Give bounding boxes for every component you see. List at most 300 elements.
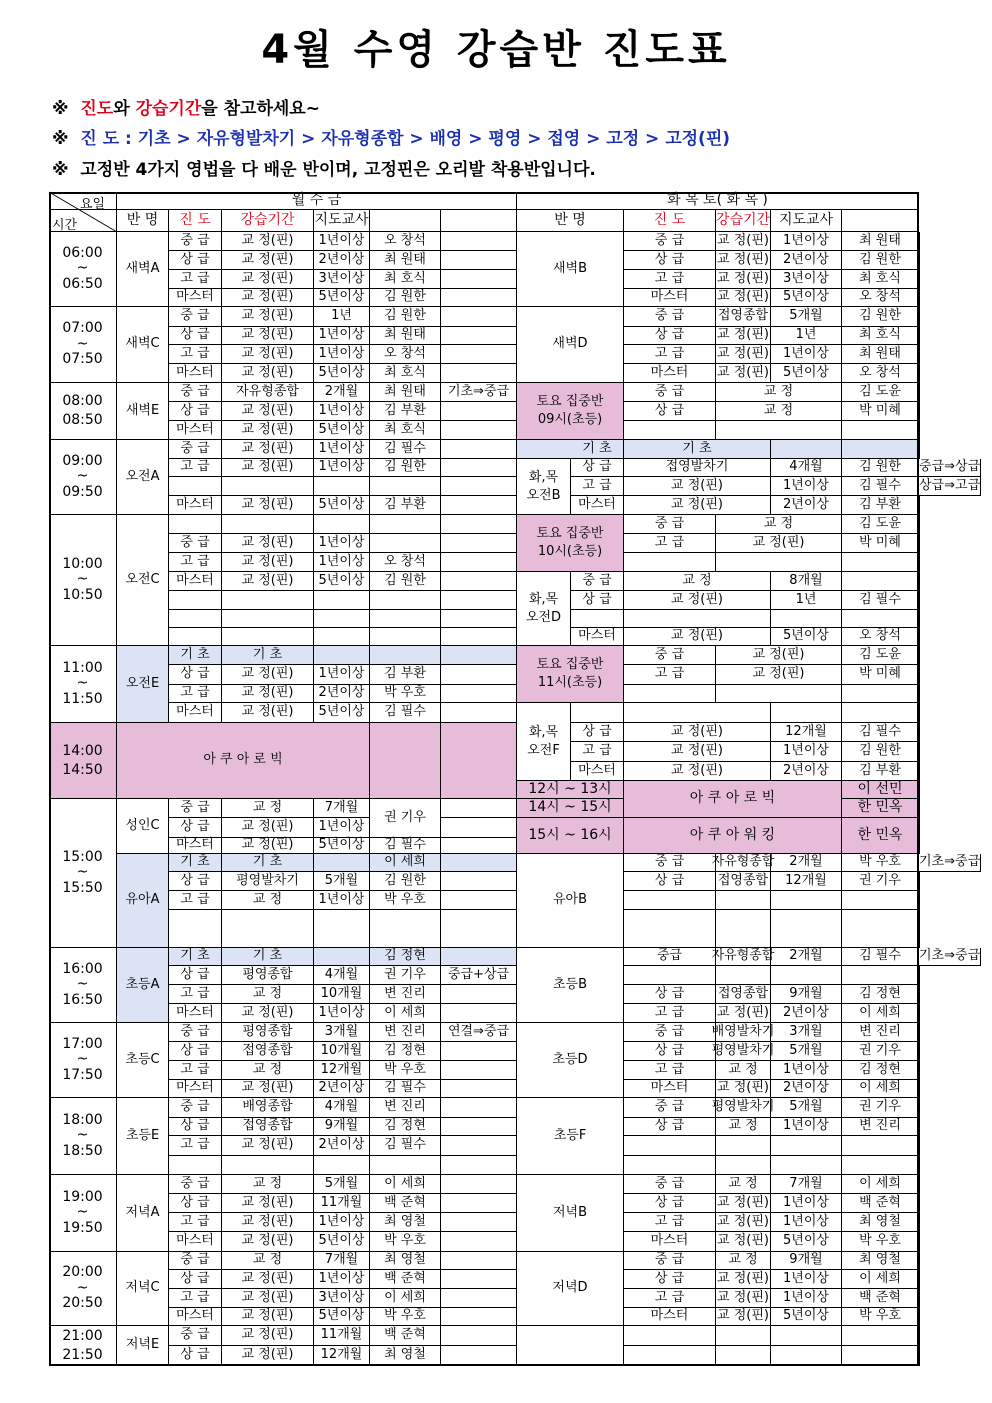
table-cell [919,1326,920,1346]
table-cell: 중 급 [624,1023,716,1042]
table-cell [771,1136,842,1156]
table-cell: 배영발차기 [716,1023,771,1042]
table-cell: 기 초 [624,440,771,459]
table-cell: 교 정(핀) [222,1232,314,1252]
table-cell: 마스터 [169,572,222,591]
table-cell [314,1156,370,1175]
table-cell: 권 기우 [842,1042,919,1061]
table-cell: 1년이상 [314,534,370,553]
table-cell [919,1289,920,1308]
table-cell [441,591,517,610]
table-cell: 백 준혁 [842,1194,919,1213]
table-cell: 7개월 [771,1175,842,1194]
table-cell: 김 필수 [842,723,919,742]
table-cell: 상 급 [169,1118,222,1136]
table-cell: 12개월 [314,1346,370,1366]
table-cell [441,610,517,628]
table-cell: 마스터 [571,762,624,781]
table-cell [716,1326,771,1346]
table-cell: 최 영철 [842,1252,919,1270]
table-cell: 1년이상 [314,1213,370,1232]
table-cell [624,1136,716,1156]
table-cell [571,703,624,723]
table-cell: 김 도윤 [842,515,919,534]
table-cell: 7개월 [314,799,370,818]
table-cell: 상 급 [169,1194,222,1213]
table-cell: 상 급 [624,872,716,891]
table-cell: 교 정 [222,1175,314,1194]
table-cell: 교 정(핀) [716,1232,771,1252]
table-cell: 자유형종합 [716,854,771,872]
table-cell: 김 정현 [370,948,441,966]
table-cell [169,610,222,628]
table-cell: 접영종합 [222,1118,314,1136]
table-cell: 마스터 [169,1004,222,1023]
table-cell: 교 정 [716,1252,771,1270]
table-cell: 김 필수 [370,1080,441,1098]
table-cell: 변 진리 [842,1118,919,1136]
table-cell: 08:00 08:50 [49,383,117,440]
table-cell: 5년이상 [771,628,842,646]
table-cell: 접영종합 [716,872,771,891]
table-cell [842,966,919,985]
table-cell: 상 급 [624,327,716,345]
table-cell: 교 정(핀) [716,665,842,685]
table-cell: 11:00 ~ 11:50 [49,646,117,723]
table-cell [441,910,517,948]
table-cell: 지도교사 [771,210,842,232]
page-title: 4월 수영 강습반 진도표 [261,27,731,73]
table-cell: 박 우호 [370,1061,441,1080]
table-cell [842,553,919,572]
table-cell [771,966,842,985]
table-cell [222,1156,314,1175]
table-cell: 최 원태 [370,383,441,402]
table-cell: 마스터 [169,703,222,723]
table-cell: 마스터 [624,289,716,307]
table-cell [842,703,919,723]
table-cell [441,496,517,515]
table-cell [919,723,920,742]
table-cell [441,1232,517,1252]
table-cell [441,1289,517,1308]
table-cell: 배영종합 [222,1098,314,1118]
table-cell: 중 급 [624,383,716,402]
table-cell: 마스터 [169,289,222,307]
table-cell: 고 급 [169,1289,222,1308]
table-cell [441,515,517,534]
table-cell: 교 정 [716,402,842,421]
table-cell: 8개월 [771,572,842,591]
table-cell: 1년이상 [771,1061,842,1080]
table-cell: 12개월 [314,1061,370,1080]
table-cell [441,1326,517,1346]
table-cell: 교 정(핀) [222,251,314,270]
table-cell: 최 호식 [370,421,441,440]
table-cell: 박 우호 [842,1232,919,1252]
table-cell: 기 초 [222,854,314,872]
table-cell [624,610,771,628]
table-cell: 김 필수 [842,948,919,966]
table-cell: 상 급 [169,872,222,891]
table-cell: 아 쿠 아 로 빅 [117,723,370,799]
table-cell: 15:00 ~ 15:50 [49,799,117,948]
table-cell: 5년이상 [314,703,370,723]
table-cell [624,1326,716,1346]
table-cell: 교 정(핀) [716,1289,771,1308]
table-cell: 1년이상 [771,1118,842,1136]
table-cell: 07:00 ~ 07:50 [49,307,117,383]
table-cell [441,1346,517,1366]
table-cell [441,1175,517,1194]
note-period-word: 강습기간 [135,99,202,119]
table-cell [441,440,517,459]
table-cell: 상 급 [624,1042,716,1061]
table-cell: 최 원태 [370,251,441,270]
table-cell [842,210,919,232]
table-cell [842,1326,919,1346]
table-cell: 중 급 [571,572,624,591]
table-cell: 화,목 오전B [517,459,571,515]
table-cell: 교 정(핀) [624,742,771,762]
table-cell: 김 원한 [370,459,441,477]
table-cell: 저녁B [517,1175,624,1252]
table-cell [624,891,716,910]
table-cell [624,553,716,572]
table-cell: 12개월 [771,723,842,742]
table-cell: 중급+상급 [441,966,517,985]
table-cell [716,910,771,948]
table-cell [441,289,517,307]
table-cell: 새벽A [117,232,169,307]
table-cell: 기초⇒중급 [441,383,517,402]
table-cell: 교 정(핀) [222,421,314,440]
table-cell [370,723,441,799]
table-cell: 중 급 [169,440,222,459]
table-cell [919,818,920,854]
table-cell [441,854,517,872]
table-cell [441,1136,517,1156]
table-cell: 중 급 [169,307,222,327]
table-cell: 교 정(핀) [222,553,314,572]
table-cell: 접영종합 [716,307,771,327]
table-cell: 1년이상 [771,1270,842,1289]
table-cell [716,1136,771,1156]
table-cell: 20:00 ~ 20:50 [49,1252,117,1326]
table-cell [222,591,314,610]
table-cell [919,1061,920,1080]
table-cell [314,610,370,628]
table-cell: 상급⇒고급 [919,477,981,496]
table-cell [222,477,314,496]
table-cell: 14:00 14:50 [49,723,117,799]
table-cell: 새벽B [517,232,624,307]
note-connector: 와 [113,99,136,119]
table-cell: 김 부환 [842,496,919,515]
table-cell: 초등C [117,1023,169,1098]
note-line-3 [52,155,596,180]
note-line-2 [52,124,730,149]
table-cell [919,762,920,781]
table-cell: 마스터 [571,628,624,646]
table-cell: 19:00 ~ 19:50 [49,1175,117,1252]
table-cell: 21:00 21:50 [49,1326,117,1366]
table-cell: 이 세희 [842,1270,919,1289]
table-cell: 새벽C [117,307,169,383]
table-cell: 기 초 [222,948,314,966]
table-cell: 교 정(핀) [222,1136,314,1156]
table-cell: 교 정 [716,1061,771,1080]
table-cell [919,742,920,762]
table-cell: 교 정(핀) [222,459,314,477]
table-cell: 고 급 [624,1289,716,1308]
table-cell: 교 정(핀) [222,327,314,345]
table-cell [441,872,517,891]
table-cell [919,872,920,891]
table-cell [771,1326,842,1346]
table-cell [919,1156,920,1175]
table-cell: 평영발차기 [222,872,314,891]
table-cell: 초등A [117,948,169,1023]
table-cell: 중 급 [169,383,222,402]
table-cell [919,1194,920,1213]
table-cell: 박 우호 [842,1308,919,1326]
table-cell: 1년 [314,307,370,327]
table-cell [919,646,920,665]
table-cell: 5년이상 [771,1232,842,1252]
table-cell [441,1156,517,1175]
table-cell: 1년이상 [314,891,370,910]
table-cell [919,307,920,327]
table-cell: 마스터 [169,496,222,515]
table-cell: 4개월 [314,1098,370,1118]
table-cell: 중 급 [169,1326,222,1346]
note-fixed-class: 고정반 4가지 영법을 다 배운 반이며, 고정핀은 오리발 착용반입니다. [80,160,596,180]
table-cell: 박 우호 [370,1232,441,1252]
table-cell: 5개월 [771,1098,842,1118]
table-cell [222,515,314,534]
table-cell: 변 진리 [370,1098,441,1118]
table-cell: 유아B [517,854,624,948]
table-cell [169,628,222,646]
table-cell: 기 초 [571,440,624,459]
table-cell [441,818,517,838]
table-cell: 3년이상 [771,270,842,289]
table-cell: 교 정(핀) [716,327,771,345]
table-cell: 교 정(핀) [222,364,314,383]
table-cell: 중 급 [169,1098,222,1118]
table-cell: 고 급 [169,459,222,477]
table-cell: 평영종합 [222,1023,314,1042]
table-cell: 고 급 [624,1213,716,1232]
table-cell: 마스터 [624,1080,716,1098]
table-cell: 중급⇒상급 [919,459,981,477]
table-cell: 오 창석 [370,232,441,251]
table-cell: 화,목 오전F [517,703,571,781]
table-cell: 초등E [117,1098,169,1175]
table-cell: 권 기우 [370,799,441,838]
table-cell: 김 부환 [370,665,441,685]
table-cell: 교 정(핀) [716,270,771,289]
table-cell [370,910,441,948]
table-cell [919,1080,920,1098]
table-cell: 교 정(핀) [222,1194,314,1213]
table-cell [441,364,517,383]
table-cell: 이 세희 [370,1175,441,1194]
table-cell: 교 정(핀) [716,1308,771,1326]
table-cell: 상 급 [169,818,222,838]
table-cell: 11개월 [314,1194,370,1213]
table-cell: 이 세희 [370,1289,441,1308]
table-cell: 고 급 [169,685,222,703]
table-cell: 최 원태 [370,327,441,345]
table-cell [370,210,441,232]
table-cell: 박 우호 [370,1308,441,1326]
table-cell [441,210,517,232]
table-cell: 고 급 [624,1004,716,1023]
table-cell [314,628,370,646]
table-cell: 오 창석 [842,289,919,307]
table-cell: 18:00 ~ 18:50 [49,1098,117,1175]
table-cell: 토요 집중반 11시(초등) [517,646,624,703]
table-cell: 김 원한 [842,742,919,762]
table-cell: 12개월 [771,872,842,891]
table-cell [919,1252,920,1270]
table-cell: 고 급 [169,553,222,572]
table-cell: 교 정 [222,891,314,910]
table-cell: 교 정(핀) [716,364,771,383]
table-cell: 5년이상 [314,1308,370,1326]
table-cell: 중 급 [624,1175,716,1194]
table-cell [716,891,771,910]
table-cell: 2개월 [314,383,370,402]
table-cell [441,270,517,289]
table-cell [222,910,314,948]
table-cell [919,364,920,383]
table-cell: 이 세희 [842,1080,919,1098]
table-cell: 성인C [117,799,169,854]
table-cell [842,1156,919,1175]
table-cell: 고 급 [169,1061,222,1080]
table-cell [624,966,716,985]
table-cell: 교 정 [716,1175,771,1194]
table-cell: 5개월 [771,1042,842,1061]
table-cell: 5개월 [771,307,842,327]
table-cell: 아 쿠 아 로 빅 [624,781,842,818]
table-cell: 기 초 [169,646,222,665]
table-cell: 토요 집중반 09시(초등) [517,383,624,440]
table-cell: 백 준혁 [370,1270,441,1289]
table-cell [441,553,517,572]
table-cell: 강습기간 [716,210,771,232]
table-cell: 고 급 [169,985,222,1004]
table-cell [441,534,517,553]
table-cell: 교 정(핀) [716,1004,771,1023]
table-cell: 화 목 토( 화 목 ) [517,192,919,210]
table-cell: 최 호식 [370,364,441,383]
table-cell [842,610,919,628]
table-cell [441,1252,517,1270]
table-cell: 3개월 [314,1023,370,1042]
table-cell: 12시 ~ 13시 [517,781,624,799]
table-cell [716,1156,771,1175]
table-cell: 10개월 [314,1042,370,1061]
table-cell: 새벽E [117,383,169,440]
table-cell: 이 세희 [842,1175,919,1194]
table-cell [441,251,517,270]
table-cell: 최 영철 [370,1213,441,1232]
table-cell [370,534,441,553]
table-cell: 연결⇒중급 [441,1023,517,1042]
table-cell: 최 호식 [370,270,441,289]
table-cell [441,307,517,327]
table-cell [441,1270,517,1289]
table-cell: 진 도 [624,210,716,232]
table-cell: 교 정(핀) [222,232,314,251]
table-cell [624,910,716,948]
table-cell: 09:00 ~ 09:50 [49,440,117,515]
table-cell [919,327,920,345]
table-cell: 평영발차기 [716,1098,771,1118]
table-cell [441,345,517,364]
table-cell [441,232,517,251]
table-cell: 상 급 [169,665,222,685]
table-cell: 오 창석 [370,553,441,572]
table-cell: 화,목 오전D [517,572,571,646]
table-cell: 이 선민 [842,781,919,799]
table-cell: 마스터 [169,364,222,383]
table-cell: 아 쿠 아 워 킹 [624,818,842,854]
table-cell: 교 정(핀) [222,685,314,703]
table-cell: 권 기우 [842,872,919,891]
table-cell [842,1136,919,1156]
table-cell: 교 정(핀) [716,1194,771,1213]
table-cell: 상 급 [169,966,222,985]
table-cell [441,402,517,421]
table-cell: 상 급 [169,327,222,345]
note-line-1 [52,94,320,119]
table-cell [222,628,314,646]
table-cell [314,477,370,496]
table-cell: 교 정 [716,515,842,534]
table-cell: 2개월 [771,948,842,966]
table-cell: 오전A [117,440,169,515]
table-cell: 초등B [517,948,624,1023]
table-cell: 1년 [771,591,842,610]
table-cell: 최 원태 [842,345,919,364]
table-cell: 기 초 [222,646,314,665]
table-cell: 권 기우 [842,1098,919,1118]
table-cell: 오전C [117,515,169,646]
table-cell: 마스터 [169,838,222,854]
table-cell: 고 급 [169,345,222,364]
table-cell: 5개월 [314,872,370,891]
table-cell: 교 정(핀) [716,534,842,553]
table-cell: 마스터 [571,496,624,515]
table-cell [624,1156,716,1175]
table-cell: 5년이상 [314,496,370,515]
table-cell: 교 정(핀) [222,665,314,685]
note-progress-word: 진도 [80,99,114,119]
table-cell: 1년이상 [771,1213,842,1232]
table-cell: 기 초 [169,854,222,872]
table-cell: 교 정(핀) [222,496,314,515]
table-cell [919,1118,920,1136]
table-cell [919,289,920,307]
table-cell: 김 도윤 [842,383,919,402]
table-cell [370,610,441,628]
table-cell: 김 필수 [842,477,919,496]
